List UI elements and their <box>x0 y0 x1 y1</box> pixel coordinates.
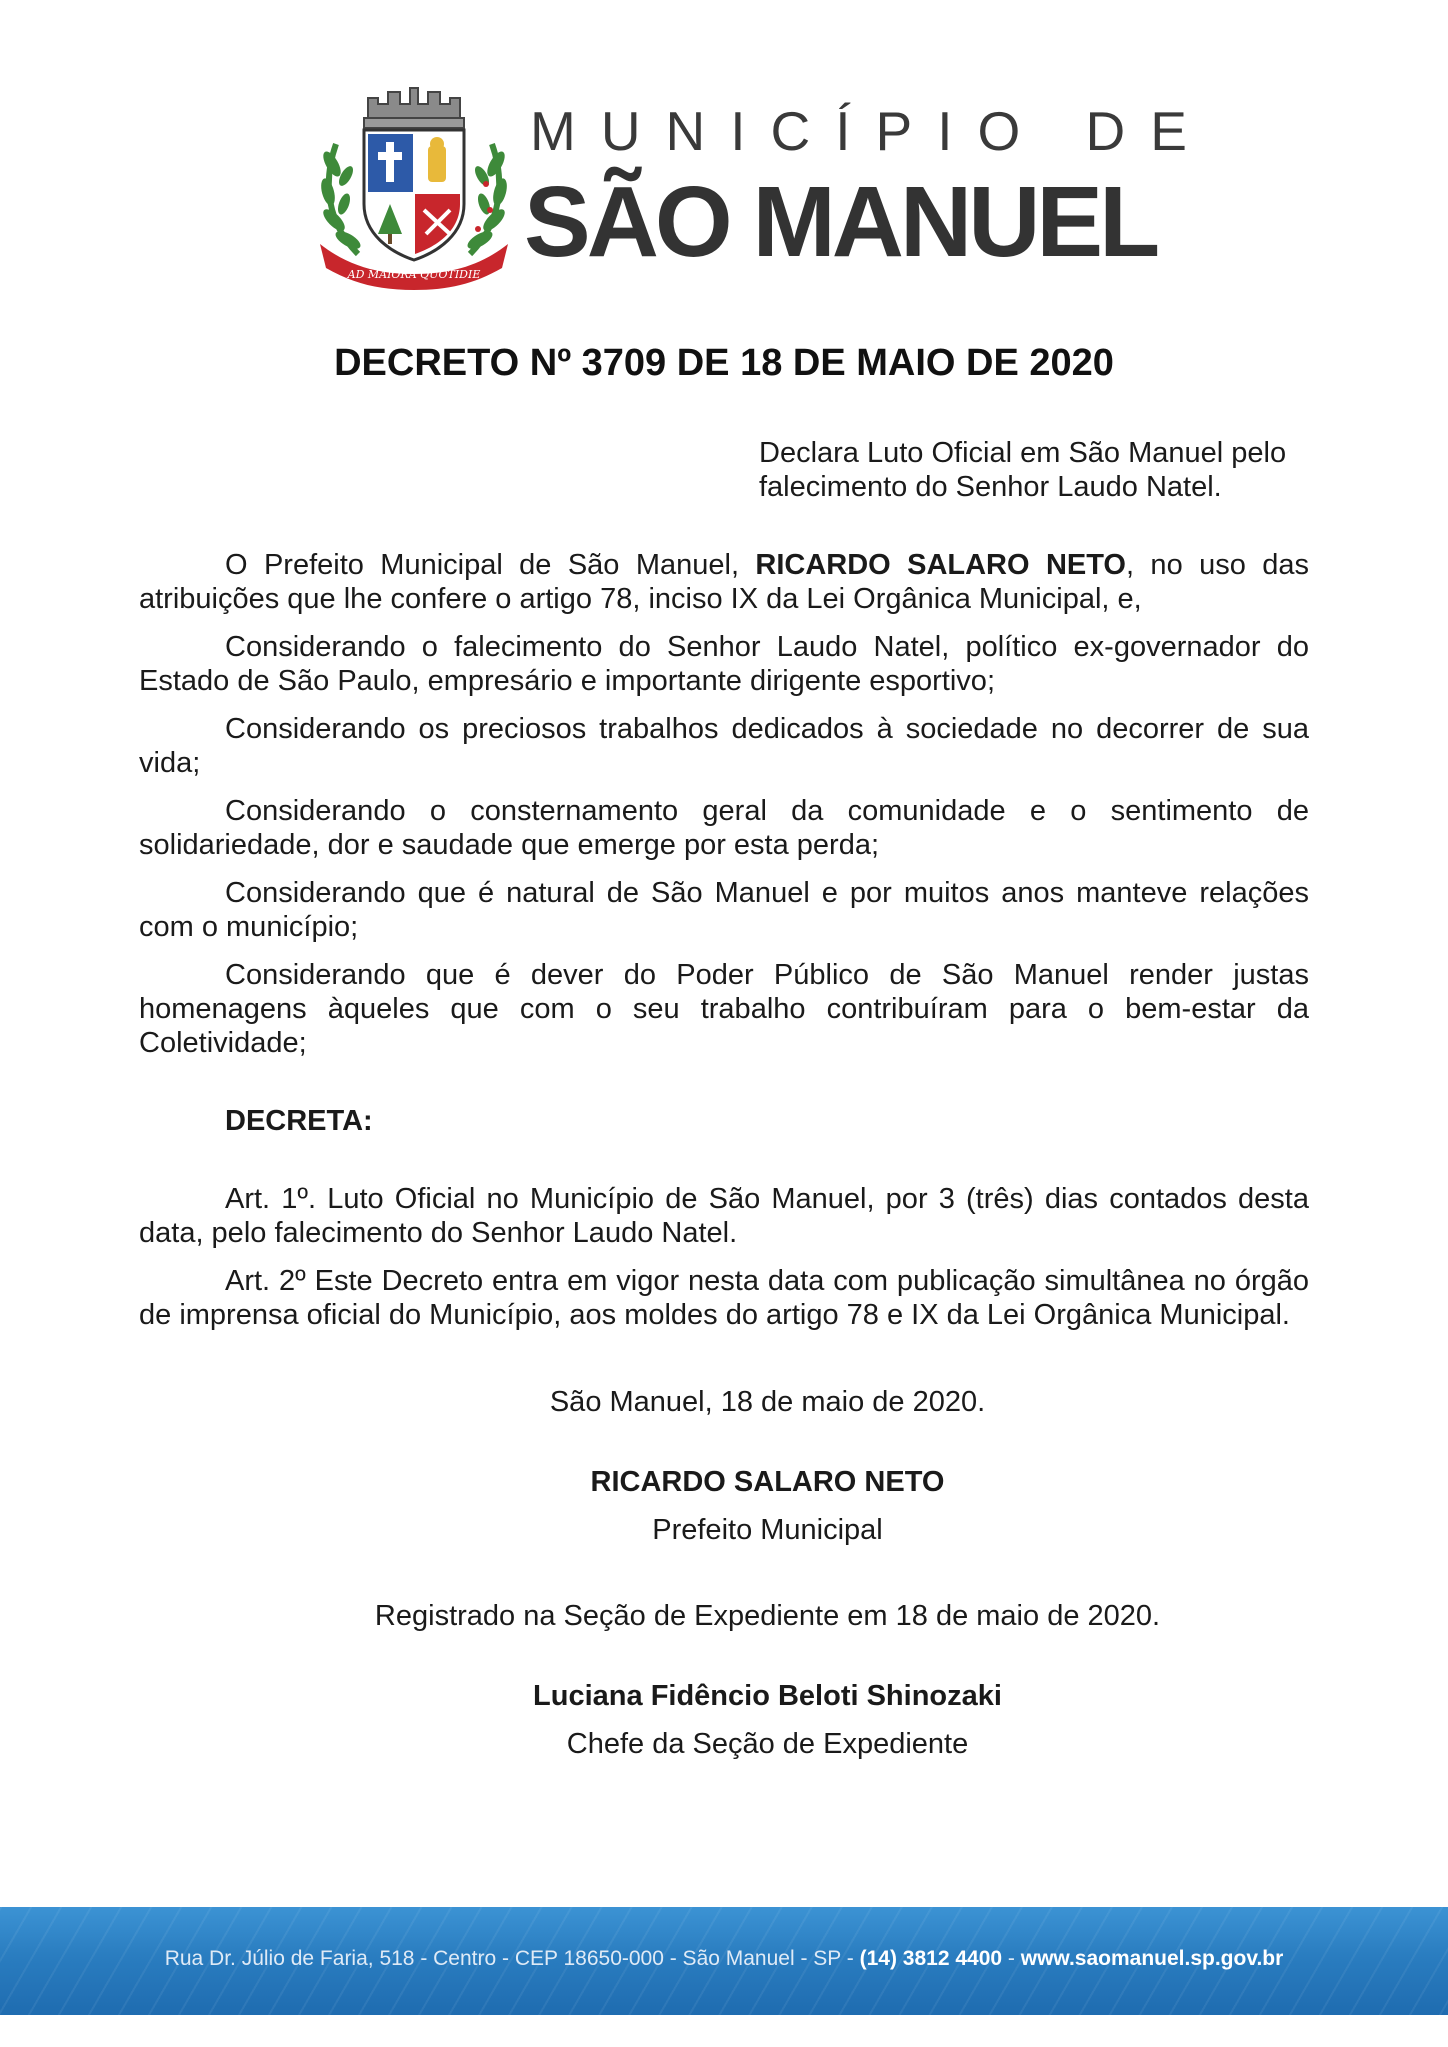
mayor-signature <box>0 1458 1448 1554</box>
mayor-name-inline: RICARDO SALARO NETO <box>755 549 1126 581</box>
article-2: Art. 2º Este Decreto entra em vigor nesta data com publicação simultânea no órgão de imprensa oficial do Município, aos moldes do artigo 78 e IX da Lei Orgânica Municipal. <box>139 1265 1309 1331</box>
considerando-2: Considerando os preciosos trabalhos dedicados à sociedade no decorrer de sua vida; <box>139 713 1309 779</box>
considerando-4: Considerando que é natural de São Manuel e por muitos anos manteve relações com o município; <box>139 877 1309 943</box>
svg-text:AD MAIORA QUOTIDIE: AD MAIORA QUOTIDIE <box>347 268 481 281</box>
footer-phone: (14) 3812 4400 <box>859 1947 1003 1970</box>
registry-line: Registrado na Seção de Expediente em 18 de maio de 2020. <box>374 1600 1161 1632</box>
brand-line-2: SÃO MANUEL <box>524 166 1157 278</box>
decree-title: DECRETO Nº 3709 DE 18 DE MAIO DE 2020 <box>334 342 1114 384</box>
considerando-3: Considerando o consternamento geral da comunidade e o sentimento de solidariedade, dor e saudade que emerge por esta perda; <box>139 795 1309 861</box>
coat-of-arms-icon <box>318 84 510 290</box>
date-line: São Manuel, 18 de maio de 2020. <box>549 1386 986 1418</box>
decree-summary: Declara Luto Oficial em São Manuel pelo falecimento do Senhor Laudo Natel. <box>759 437 1287 503</box>
considerando-5: Considerando que é dever do Poder Público de São Manuel render justas homenagens àqueles que com o seu trabalho contribuíram para o bem-estar da Coletividade; <box>139 959 1309 1059</box>
footer-contact: Rua Dr. Júlio de Faria, 518 - Centro - CEP 18650-000 - São Manuel - SP - (14) 3812 4400 - www.saomanuel.sp.gov.br <box>164 1947 1284 1970</box>
mayor-name: RICARDO SALARO NETO <box>590 1466 945 1498</box>
article-1: Art. 1º. Luto Oficial no Município de São Manuel, por 3 (três) dias contados desta data, pelo falecimento do Senhor Laudo Natel. <box>139 1183 1309 1249</box>
clerk-title: Chefe da Seção de Expediente <box>566 1728 969 1760</box>
considerando-1: Considerando o falecimento do Senhor Laudo Natel, político ex-governador do Estado de São Paulo, empresário e importante dirigente esportivo; <box>139 631 1309 697</box>
footer-website[interactable]: www.saomanuel.sp.gov.br <box>1020 1947 1284 1970</box>
preamble: O Prefeito Municipal de São Manuel, RICARDO SALARO NETO, no uso das atribuições que lhe confere o artigo 78, inciso IX da Lei Orgânica Municipal, e, <box>139 549 1309 615</box>
footer-bar <box>0 1907 1448 2015</box>
clerk-signature <box>0 1672 1448 1768</box>
decreta-heading: DECRETA: <box>225 1105 373 1137</box>
letterhead <box>318 84 1212 294</box>
decree-body <box>139 548 1309 1346</box>
clerk-name: Luciana Fidêncio Beloti Shinozaki <box>533 1680 1002 1712</box>
mayor-title: Prefeito Municipal <box>652 1514 883 1546</box>
brand-line-1: MUNICÍPIO DE <box>530 100 1212 162</box>
footer-address: Rua Dr. Júlio de Faria, 518 - Centro - CEP 18650-000 - São Manuel - SP - <box>164 1947 860 1970</box>
